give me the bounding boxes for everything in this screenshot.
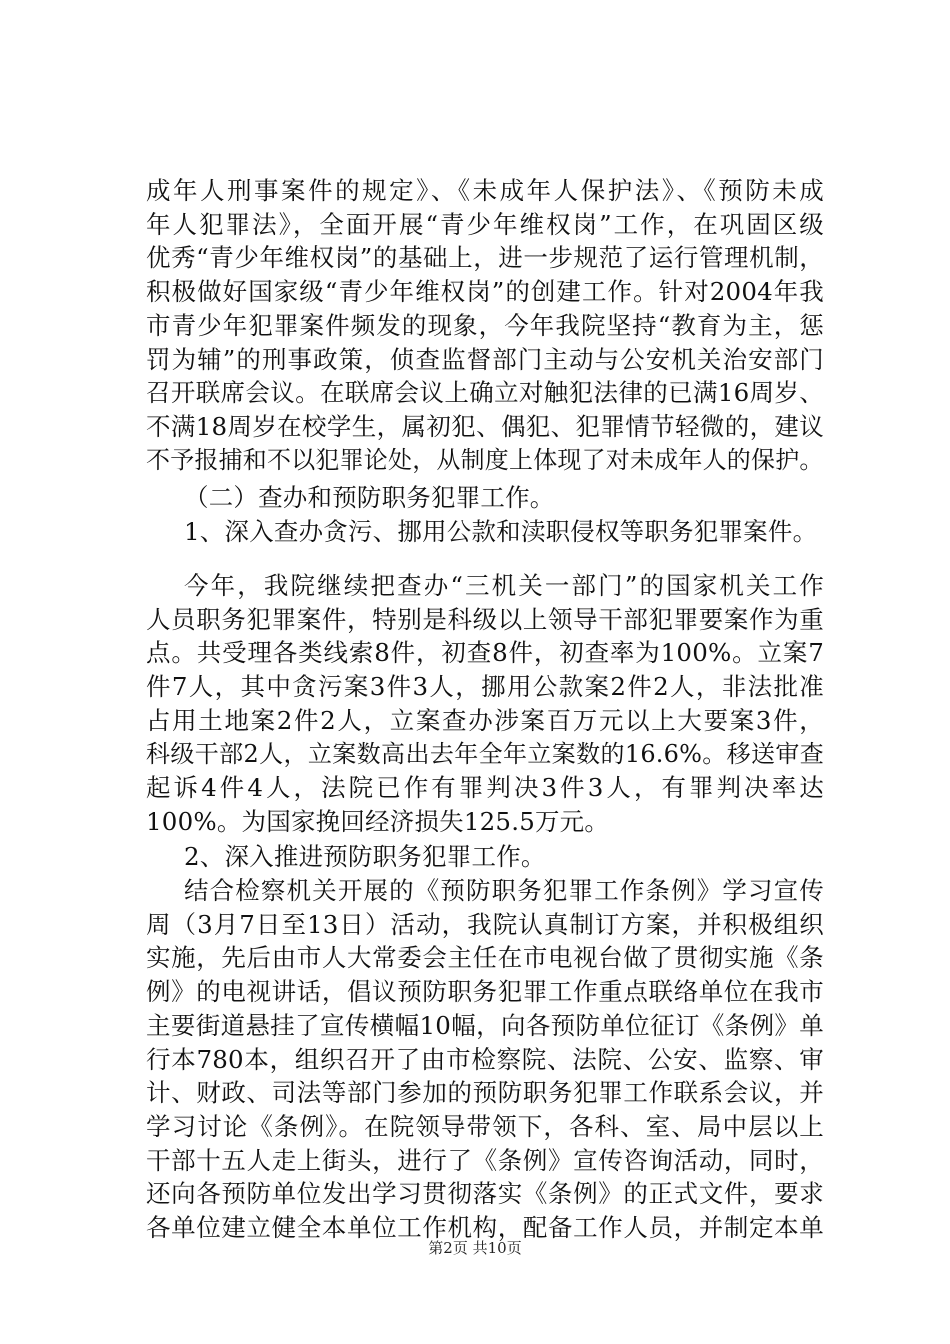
text-line: 2、深入推进预防职务犯罪工作。 [184,842,546,871]
section-heading [146,481,824,515]
page-footer: 第2页 共10页 [428,1239,522,1257]
text-line: 科级干部2人，立案数高出去年全年立案数的16.6%。移送审查 [146,739,824,768]
text-line: 年人犯罪法》，全面开展“青少年维权岗”工作，在巩固区级 [146,209,824,239]
text-line: 结合检察机关开展的《预防职务犯罪工作条例》学习宣传 [184,876,824,905]
text-line: 计、财政、司法等部门参加的预防职务犯罪工作联系会议，并 [146,1078,824,1108]
subheading-2 [146,840,824,874]
text-line: 起诉4件4人，法院已作有罪判决3件3人，有罪判决率达 [146,773,824,803]
text-line: 实施，先后由市人大常委会主任在市电视台做了贯彻实施《条 [146,943,824,973]
text-line: 召开联席会议。在联席会议上确立对触犯法律的已满16周岁、 [146,378,824,408]
text-line: 优秀“青少年维权岗”的基础上，进一步规范了运行管理机制， [146,243,824,273]
text-line: 学习讨论《条例》。在院领导带领下，各科、室、局中层以上 [146,1111,824,1141]
text-line: 干部十五人走上街头，进行了《条例》宣传咨询活动，同时， [146,1145,824,1175]
text-line: 占用土地案2件2人，立案查办涉案百万元以上大要案3件， [146,705,824,735]
text-line: 人员职务犯罪案件，特别是科级以上领导干部犯罪要案作为重 [146,604,824,634]
text-line: 周（3月7日至13日）活动，我院认真制订方案，并积极组织 [146,909,824,939]
text-line: 罚为辅”的刑事政策，侦查监督部门主动与公安机关治安部门 [146,344,824,374]
text-line: 还向各预防单位发出学习贯彻落实《条例》的正式文件，要求 [146,1179,824,1209]
text-line: 今年，我院继续把查办“三机关一部门”的国家机关工作 [184,571,824,600]
text-line: 各单位建立健全本单位工作机构，配备工作人员，并制定本单 [146,1213,824,1243]
text-line: 100%。为国家挽回经济损失125.5万元。 [146,806,610,836]
paragraph-1 [146,174,824,477]
text-line: 1、深入查办贪污、挪用公款和渎职侵权等职务犯罪案件。 [184,517,818,546]
text-line: 不予报捕和不以犯罪论处，从制度上体现了对未成年人的保护。 [146,445,824,474]
paragraph-2 [146,569,824,839]
text-line: 例》的电视讲话，倡议预防职务犯罪工作重点联络单位在我市 [146,977,824,1007]
subheading-1 [146,515,824,549]
text-line: 市青少年犯罪案件频发的现象，今年我院坚持“教育为主，惩 [146,310,824,340]
text-line: 点。共受理各类线索8件，初查8件，初查率为100%。立案7 [146,638,824,668]
text-line: 主要街道悬挂了宣传横幅10幅，向各预防单位征订《条例》单 [146,1010,824,1040]
paragraph-3 [146,874,824,1245]
text-line: （二）查办和预防职务犯罪工作。 [184,483,555,512]
text-line: 行本780本，组织召开了由市检察院、法院、公安、监察、审 [146,1044,824,1074]
text-line: 积极做好国家级“青少年维权岗”的创建工作。针对2004年我 [146,277,824,307]
text-line: 件7人，其中贪污案3件3人，挪用公款案2件2人，非法批准 [146,672,824,702]
text-line: 不满18周岁在校学生，属初犯、偶犯、犯罪情节轻微的，建议 [146,411,824,441]
text-line: 成年人刑事案件的规定》、《未成年人保护法》、《预防未成 [146,176,824,205]
